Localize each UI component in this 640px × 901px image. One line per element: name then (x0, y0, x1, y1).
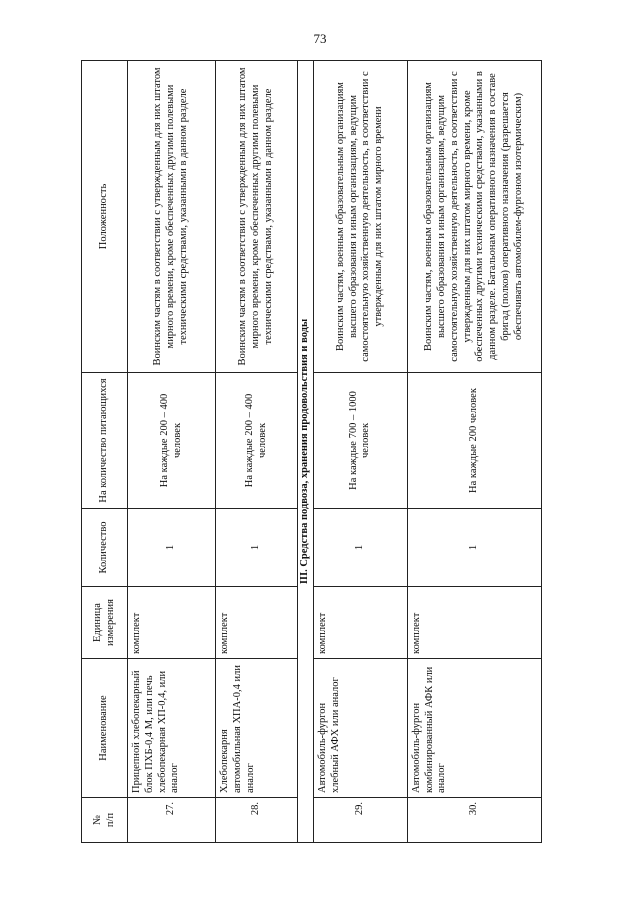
row-per: На каждые 700 – 1000 человек (313, 373, 407, 509)
row-pos: Воинским частям, военным образовательным организациям высшего образования и иным организациям, ведущим самостоятельную хозяйственную деятельность, в соответствии с утвержденным для них штатом мирного времени (313, 61, 407, 373)
row-qty: 1 (128, 509, 216, 587)
header-pos: Положенность (82, 61, 128, 373)
row-per: На каждые 200 – 400 человек (216, 373, 298, 509)
header-qty: Количество (82, 509, 128, 587)
provision-table (81, 60, 542, 843)
header-row (82, 61, 128, 843)
row-pos: Воинским частям в соответствии с утвержденным для них штатом мирного времени, кроме обеспеченных другими полевыми техническими средствами, указанными в данном разделе (128, 61, 216, 373)
row-qty: 1 (407, 509, 541, 587)
row-pos: Воинским частям, военным образовательным организациям высшего образования и иным организациям, ведущим самостоятельную хозяйственную деятельность, в соответствии с утвержденным для них штатом мирного времени, кроме обеспеченных другими техническими средствами, указанными в данном разделе. Батальонам оперативного назначения в составе бригад (полков) оперативного назначения (разрешается обеспечивать автомобилем-фургоном изотермическим) (407, 61, 541, 373)
section-row (298, 61, 314, 843)
table-row (313, 61, 407, 843)
header-name: Наименование (82, 659, 128, 798)
row-number: 29. (313, 798, 407, 843)
row-name: Прицепной хлебопекарный блок ПХБ-0,4 М, или печь хлебопекарная ХП-0,4, или аналог (128, 659, 216, 798)
rotated-table-container (81, 61, 524, 843)
table-row (216, 61, 298, 843)
header-num: № п/п (82, 798, 128, 843)
row-per: На каждые 200 человек (407, 373, 541, 509)
row-unit: комплект (128, 587, 216, 659)
header-unit: Единица измерения (82, 587, 128, 659)
row-unit: комплект (216, 587, 298, 659)
row-name: Хлебопекарня автомобильная ХПА-0,4 или аналог (216, 659, 298, 798)
table-row (128, 61, 216, 843)
row-pos: Воинским частям в соответствии с утвержденным для них штатом мирного времени, кроме обеспеченных другими полевыми техническими средствами, указанными в данном разделе (216, 61, 298, 373)
row-qty: 1 (216, 509, 298, 587)
row-qty: 1 (313, 509, 407, 587)
section-title: III. Средства подвоза, хранения продовольствия и воды (298, 61, 314, 843)
row-number: 28. (216, 798, 298, 843)
table-row (407, 61, 541, 843)
row-name: Автомобиль-фургон комбинированный АФК или аналог (407, 659, 541, 798)
row-per: На каждые 200 – 400 человек (128, 373, 216, 509)
page-number: 73 (313, 31, 327, 46)
header-per: На количество питающихся (82, 373, 128, 509)
row-name: Автомобиль-фургон хлебный АФХ или аналог (313, 659, 407, 798)
row-number: 30. (407, 798, 541, 843)
row-unit: комплект (407, 587, 541, 659)
row-number: 27. (128, 798, 216, 843)
row-unit: комплект (313, 587, 407, 659)
